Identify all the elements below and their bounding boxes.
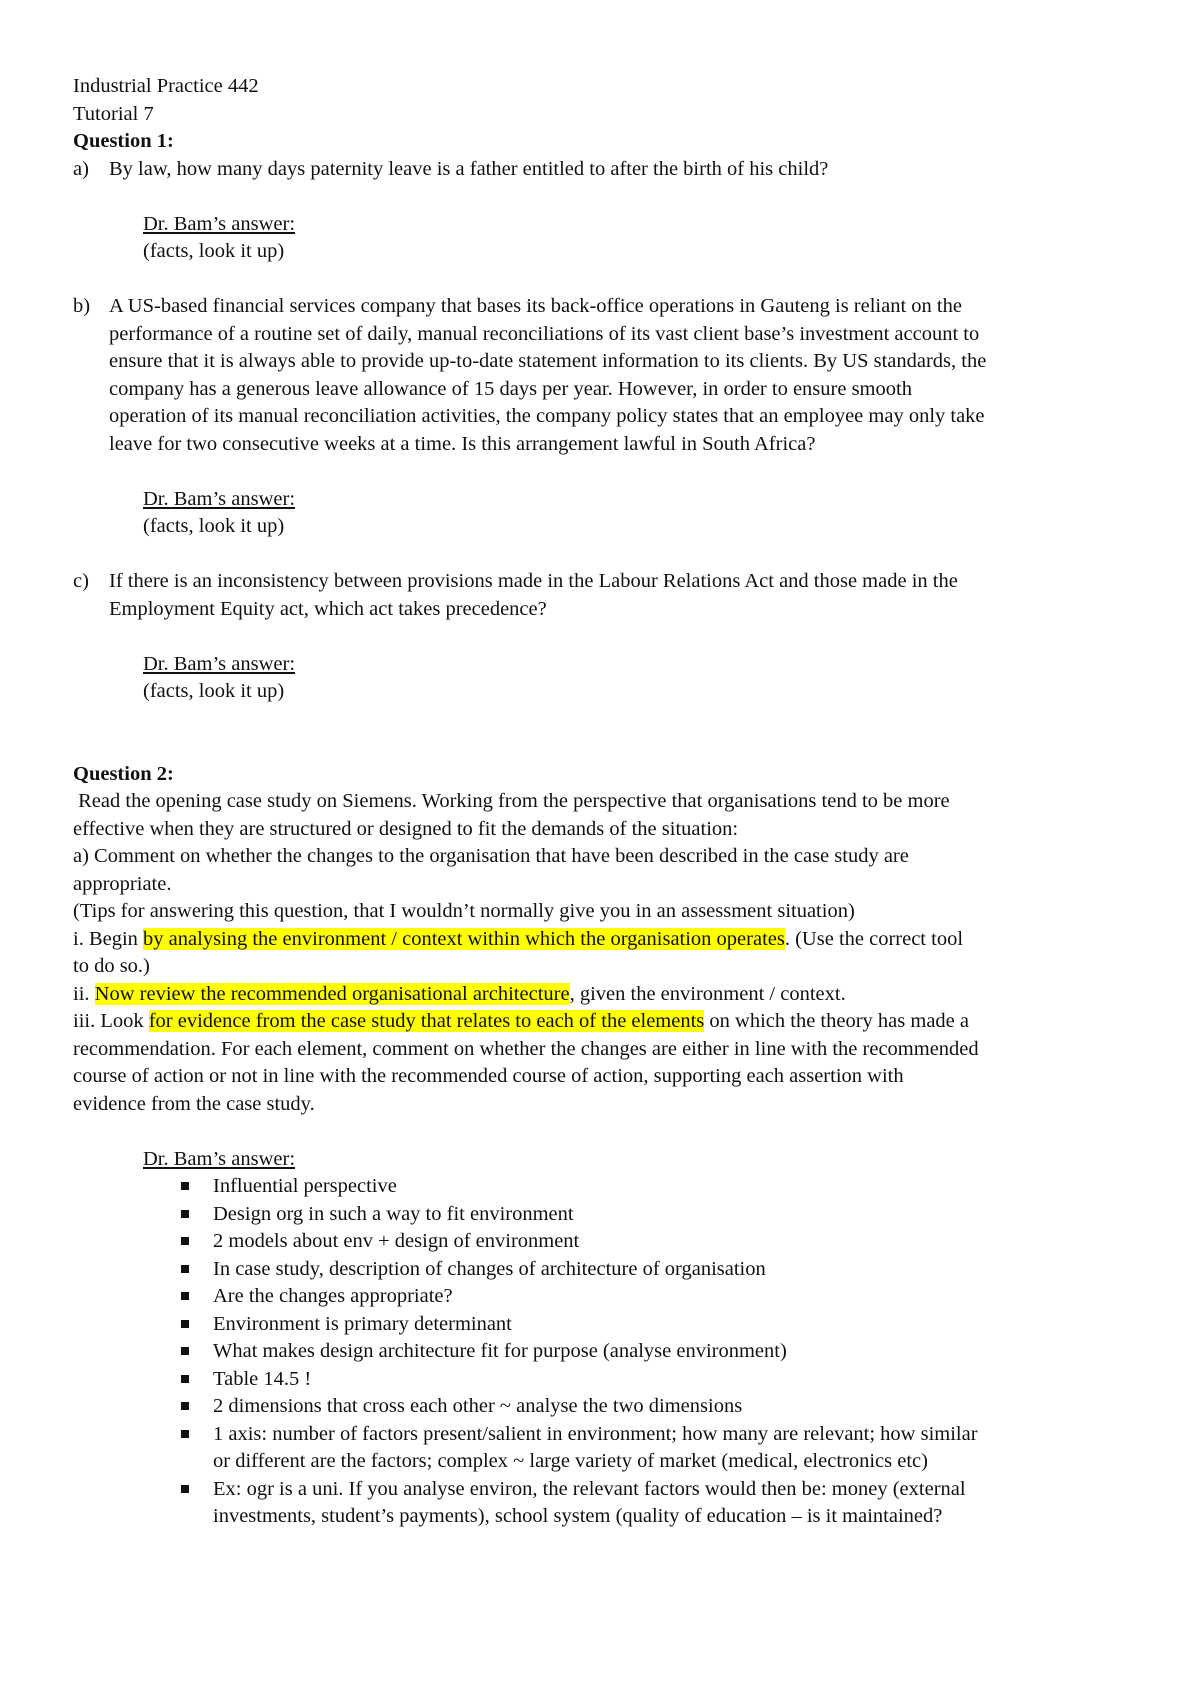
bullet-item — [143, 1201, 1163, 1229]
bullet-text: 2 dimensions that cross each other ~ analyse the two dimensions — [213, 1395, 743, 1417]
question-2-heading: Question 2: — [73, 762, 174, 785]
question-line: A US-based financial services company that bases its back-office operations in Gauteng is reliant on the — [109, 295, 962, 317]
question-1c — [73, 568, 1163, 623]
tip-i — [73, 926, 1163, 954]
question-line: leave for two consecutive weeks at a time. Is this arrangement lawful in South Africa? — [109, 432, 816, 455]
answer-bullet-list — [73, 1173, 1163, 1531]
bullet-text: or different are the factors; complex ~ large variety of market (medical, electronics etc) — [213, 1450, 928, 1472]
answer-text: (facts, look it up) — [143, 240, 285, 262]
bullet-item — [143, 1338, 1163, 1366]
bullet-text: 1 axis: number of factors present/salient in environment; how many are relevant; how similar — [213, 1422, 978, 1445]
question-line: operation of its manual reconciliation activities, the company policy states that an employee may only take — [109, 405, 985, 427]
question-line: ensure that it is always able to provide up-to-date statement information to its clients. By US standards, the — [109, 350, 987, 372]
bullet-text: In case study, description of changes of architecture of organisation — [213, 1257, 766, 1280]
q2-intro-line: Read the opening case study on Siemens. Working from the perspective that organisations tend to be more — [73, 790, 950, 812]
square-bullet-icon — [181, 1430, 189, 1438]
course-title: Industrial Practice 442 — [73, 75, 259, 97]
bullet-text: Table 14.5 ! — [213, 1367, 312, 1390]
tip-text: , given the environment / context. — [569, 982, 846, 1005]
bullet-text: Are the changes appropriate? — [213, 1285, 453, 1307]
bullet-item — [143, 1228, 1163, 1256]
highlighted-text: for evidence from the case study that relates to each of the elements — [148, 1010, 705, 1032]
square-bullet-icon — [181, 1182, 189, 1190]
square-bullet-icon — [181, 1375, 189, 1383]
highlighted-text: by analysing the environment / context within which the organisation operates — [143, 927, 785, 950]
question-1b — [73, 293, 1163, 458]
tip-iii-continued: recommendation. For each element, comment on whether the changes are either in line with the recommended — [73, 1037, 979, 1060]
square-bullet-icon — [181, 1265, 189, 1273]
answer-1b — [73, 486, 1163, 541]
tip-text: ii. — [73, 982, 95, 1005]
q2-intro-line: effective when they are structured or designed to fit the demands of the situation: — [73, 817, 739, 840]
answer-heading: Dr. Bam’s answer: — [143, 652, 296, 675]
answer-text: (facts, look it up) — [143, 515, 285, 537]
bullet-text: What makes design architecture fit for purpose (analyse environment) — [213, 1340, 787, 1362]
q2-intro-line: (Tips for answering this question, that I wouldn’t normally give you in an assessment situation) — [73, 900, 855, 922]
bullet-item — [143, 1366, 1163, 1394]
question-1a — [73, 156, 1163, 184]
bullet-text: Influential perspective — [213, 1175, 397, 1197]
bullet-item — [143, 1311, 1163, 1339]
square-bullet-icon — [181, 1347, 189, 1355]
q2-intro-line: appropriate. — [73, 872, 172, 895]
answer-2-heading-wrap — [73, 1146, 1163, 1174]
answer-heading: Dr. Bam’s answer: — [143, 487, 296, 510]
bullet-item — [143, 1421, 1163, 1476]
tip-text: on which the theory has made a — [704, 1010, 969, 1032]
tip-iii-continued: course of action or not in line with the recommended course of action, supporting each assertion with — [73, 1065, 904, 1087]
bullet-text: investments, student’s payments), school system (quality of education – is it maintained? — [213, 1505, 943, 1527]
square-bullet-icon — [181, 1320, 189, 1328]
document-body — [73, 73, 1163, 1531]
bullet-item — [143, 1256, 1163, 1284]
tip-text: iii. Look — [73, 1010, 149, 1032]
square-bullet-icon — [181, 1485, 189, 1493]
tip-text: i. Begin — [73, 927, 144, 950]
square-bullet-icon — [181, 1292, 189, 1300]
q2-intro-line: a) Comment on whether the changes to the organisation that have been described in the case study are — [73, 845, 909, 867]
tip-ii — [73, 981, 1163, 1009]
bullet-item — [143, 1173, 1163, 1201]
answer-heading: Dr. Bam’s answer: — [143, 1147, 296, 1170]
bullet-item — [143, 1476, 1163, 1531]
answer-text: (facts, look it up) — [143, 680, 285, 702]
question-line: company has a generous leave allowance of 15 days per year. However, in order to ensure smooth — [109, 377, 912, 400]
bullet-text: Ex: ogr is a uni. If you analyse environ, the relevant factors would then be: money (external — [213, 1477, 966, 1500]
item-letter: b) — [73, 295, 91, 317]
question-line: If there is an inconsistency between provisions made in the Labour Relations Act and those made in the — [109, 570, 958, 592]
tip-iii-continued: evidence from the case study. — [73, 1092, 315, 1115]
question-line: performance of a routine set of daily, manual reconciliations of its vast client base’s investment account to — [109, 322, 980, 345]
question-line: By law, how many days paternity leave is a father entitled to after the birth of his child? — [109, 157, 829, 180]
bullet-text: Design org in such a way to fit environment — [213, 1202, 574, 1225]
bullet-text: 2 models about env + design of environment — [213, 1230, 580, 1252]
question-1-heading: Question 1: — [73, 130, 174, 152]
item-letter: a) — [73, 157, 89, 180]
square-bullet-icon — [181, 1210, 189, 1218]
answer-heading: Dr. Bam’s answer: — [143, 212, 296, 235]
answer-1c — [73, 651, 1163, 706]
bullet-text: Environment is primary determinant — [213, 1312, 512, 1335]
tip-i-continued: to do so.) — [73, 955, 150, 977]
highlighted-text: Now review the recommended organisational architecture — [94, 982, 570, 1005]
answer-1a — [73, 211, 1163, 266]
bullet-item — [143, 1393, 1163, 1421]
bullet-item — [143, 1283, 1163, 1311]
question-line: Employment Equity act, which act takes precedence? — [109, 597, 547, 620]
square-bullet-icon — [181, 1237, 189, 1245]
square-bullet-icon — [181, 1402, 189, 1410]
tutorial-title: Tutorial 7 — [73, 102, 154, 125]
tip-iii — [73, 1008, 1163, 1036]
item-letter: c) — [73, 570, 89, 592]
tip-text: . (Use the correct tool — [784, 927, 964, 950]
